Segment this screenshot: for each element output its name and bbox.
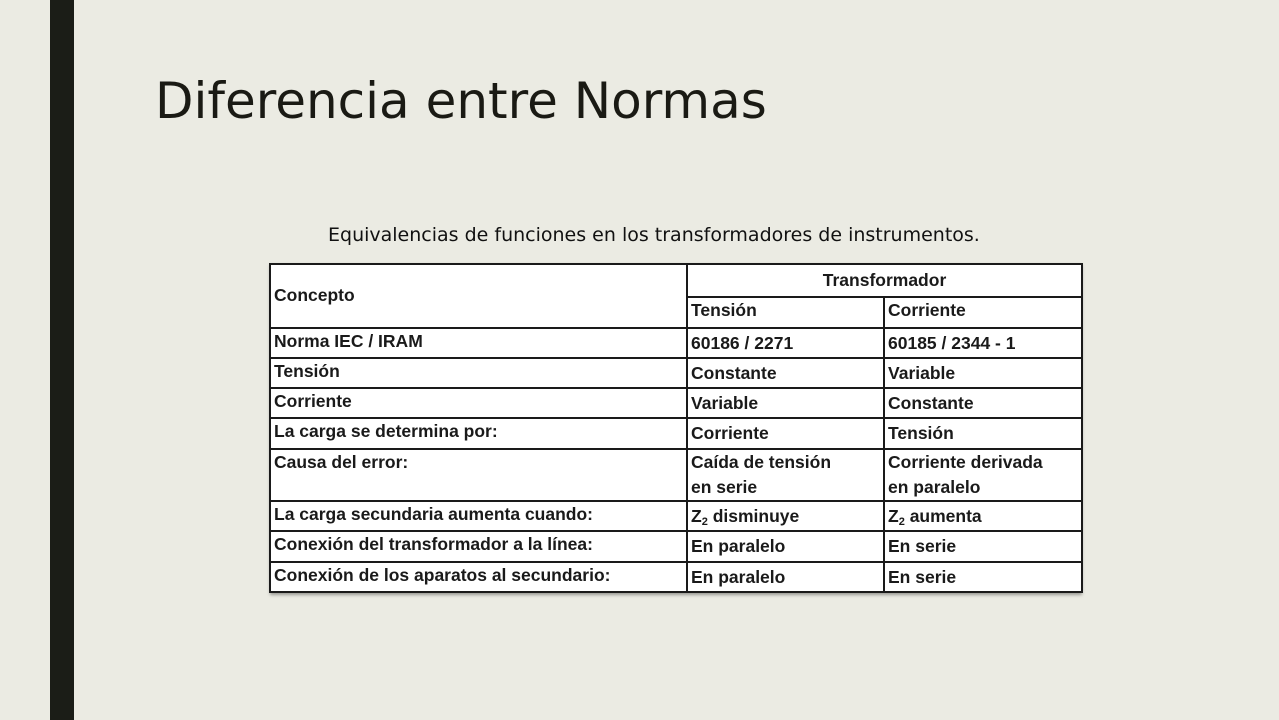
row-concept: Tensión [270, 358, 687, 388]
table-row [270, 501, 1082, 531]
row-concept: Norma IEC / IRAM [270, 328, 687, 358]
comparison-table-image [269, 263, 1081, 593]
row-concept: La carga se determina por: [270, 418, 687, 448]
row-concept: Corriente [270, 388, 687, 418]
value-text: aumenta [904, 506, 982, 527]
row-corriente-value: En serie [884, 531, 1082, 561]
header-transformador: Transformador [687, 264, 1082, 297]
row-corriente-value: 60185 / 2344 - 1 [884, 328, 1082, 358]
row-corriente-value: Constante [884, 388, 1082, 418]
corriente-line: Corriente derivada [888, 451, 1043, 472]
row-corriente-value [884, 449, 1082, 501]
table-row [270, 531, 1082, 561]
table-row [270, 358, 1082, 388]
row-concept: Causa del error: [270, 449, 687, 501]
value-text: disminuye [707, 506, 800, 527]
row-tension-value [687, 449, 884, 501]
comparison-table [269, 263, 1083, 593]
row-tension-value: 60186 / 2271 [687, 328, 884, 358]
row-tension-value: Corriente [687, 418, 884, 448]
header-corriente: Corriente [884, 297, 1082, 327]
table-row [270, 328, 1082, 358]
row-corriente-value [884, 501, 1082, 531]
header-tension: Tensión [687, 297, 884, 327]
row-tension-value: Constante [687, 358, 884, 388]
table-row [270, 388, 1082, 418]
row-concept: Conexión de los aparatos al secundario: [270, 562, 687, 592]
header-concepto: Concepto [270, 264, 687, 328]
row-tension-value: Variable [687, 388, 884, 418]
corriente-line: en paralelo [888, 476, 981, 497]
impedance-subscript: 2 [898, 516, 905, 529]
row-tension-value: En paralelo [687, 562, 884, 592]
table-row [270, 562, 1082, 592]
impedance-symbol: Z [888, 506, 899, 527]
table-row [270, 449, 1082, 501]
impedance-symbol: Z [691, 506, 702, 527]
row-concept: Conexión del transformador a la línea: [270, 531, 687, 561]
table-caption: Equivalencias de funciones en los transformadores de instrumentos. [328, 224, 980, 246]
row-concept: La carga secundaria aumenta cuando: [270, 501, 687, 531]
row-tension-value [687, 501, 884, 531]
row-corriente-value: Variable [884, 358, 1082, 388]
table-row [270, 418, 1082, 448]
row-corriente-value: En serie [884, 562, 1082, 592]
impedance-subscript: 2 [701, 516, 708, 529]
row-tension-value: En paralelo [687, 531, 884, 561]
left-accent-bar [50, 0, 74, 720]
row-corriente-value: Tensión [884, 418, 1082, 448]
tension-line: Caída de tensión [691, 451, 832, 472]
slide-title: Diferencia entre Normas [155, 72, 767, 130]
tension-line: en serie [691, 476, 758, 497]
